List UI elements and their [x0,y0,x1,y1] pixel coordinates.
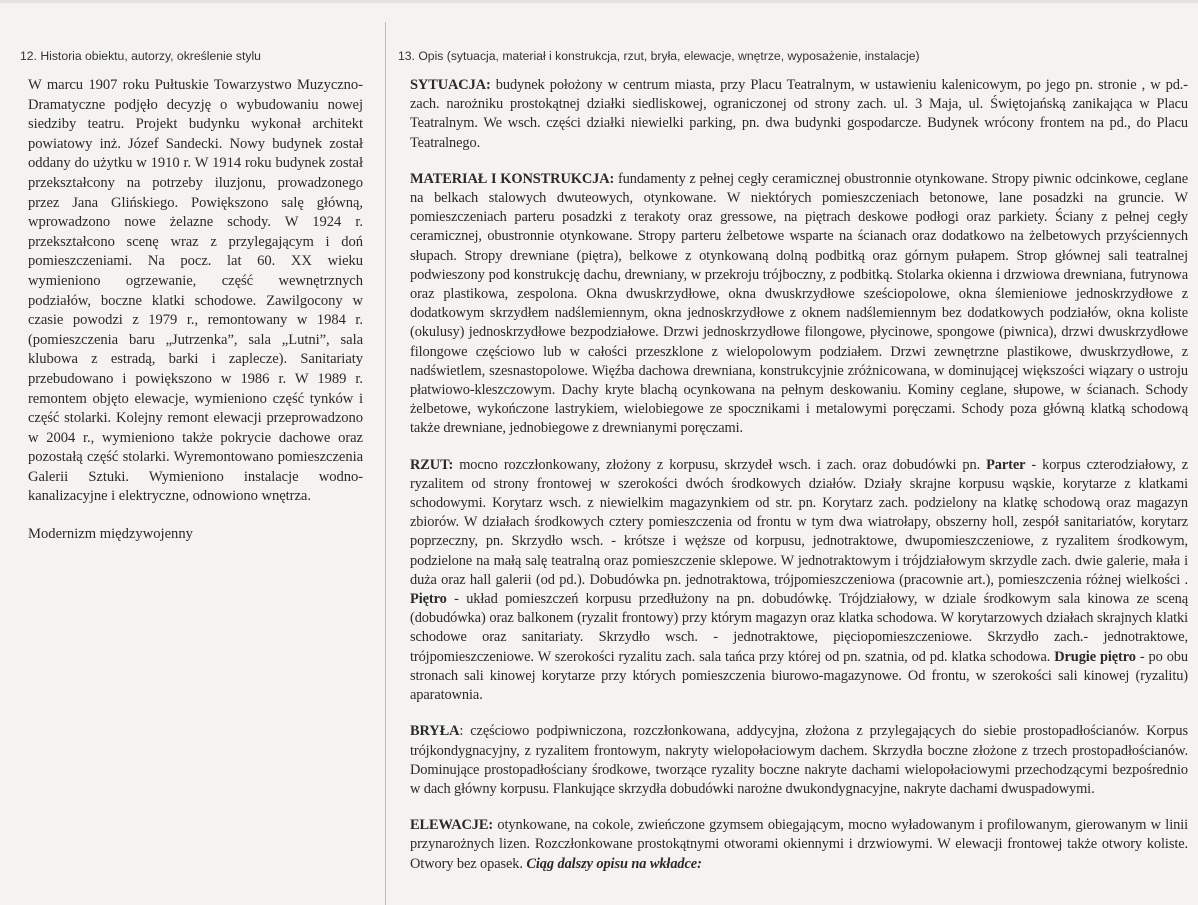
history-column [20,48,363,544]
rzut-text-1: mocno rozczłonkowany, złożony z korpusu, skrzydeł wsch. i zach. oraz dobudówki pn. [453,456,987,473]
continuation-note: Ciąg dalszy opisu na wkładce: [526,855,702,872]
description-column [398,48,1188,891]
rzut-paragraph [410,456,1188,706]
bryla-text: : częściowo podpiwniczona, rozczłonkowana, addycyjna, złożona z przylegających do siebie prostopadłościanów. Korpus trójkondygnacyjny, z ryzalitem frontowym, nakryty wielopołaciowym dachem. Skrzydła boczne złożone z trzech prostopadłościanów. Dominujące prostopadłościany środkowe, tworzące ryzality boczne nakryte dachami wielopołaciowymi przechodzącymi bezpośrednio w dach główny korpusu. Flankujące skrzydła dobudówki narożne dwukondygnacyjne, nakryte dachami dwuspadowymi. [410,723,1188,797]
elewacje-text: otynkowane, na cokole, zwieńczone gzymsem obiegającym, mocno wyładowanym i profilowanym, gierowanym w linii przynarożnych lizen. Rozczłonkowane prostokątnymi otworami okiennymi i drzwiowymi. W elewacji frontowej także otwory koliste. Otwory bez opasek. [410,817,1188,872]
history-heading: 12. Historia obiektu, autorzy, określenie stylu [20,49,261,63]
sytuacja-paragraph [410,76,1188,153]
rzut-text-3: - układ pomieszczeń korpusu przedłużony na pn. dobudówkę. Trójdziałowy, w dziale środkowym sala kinowa ze sceną (dobudówka) oraz balkonem (ryzalit frontowy) przy którym magazyn oraz klatka schodowa. W korytarzowych działach skrajnych klatki schodowe oraz sanitariaty. Skrzydło wsch. - jednotraktowe, pięciopomieszczeniowe. Skrzydło zach.- jednotraktowe, trójpomieszczeniowe. W szerokości ryzalitu zach. sala tańca przy której od pn. szatnia, od pd. klatka schodowa. [410,591,1188,665]
sytuacja-text: budynek położony w centrum miasta, przy Placu Teatralnym, w ustawieniu kalenicowym, po jego pn. stronie , w pd.-zach. narożniku prostokątnej działki siedliskowej, ograniczonej od strony zach. ul. 3 Maja, ul. Świętojańską zanikająca w Placu Teatralnym. We wsch. części działki niewielki parking, pn. dwa budynki gospodarcze. Budynek wrócony frontem na pd., do Placu Teatralnego. [410,77,1188,151]
bryla-label: BRYŁA [410,723,460,740]
description-heading: 13. Opis (sytuacja, materiał i konstrukcja, rzut, bryła, elewacje, wnętrze, wyposażenie, instalacje) [398,49,920,63]
history-text: W marcu 1907 roku Pułtuskie Towarzystwo Muzyczno-Dramatyczne podjęło decyzję o wybudowaniu nowej siedziby teatru. Projekt budynku wykonał architekt powiatowy inż. Józef Sandecki. Nowy budynek został oddany do użytku w 1910 r. W 1914 roku budynek został przekształcony na potrzeby iluzjonu, prowadzonego przez Jana Glińskiego. Powiększono salę główną, wprowadzono nowe żelazne schody. W 1924 r. przekształcono scenę wraz z przylegającym i doń pomieszczeniami. Na pocz. lat 60. XX wieku wymieniono ogrzewanie, część wewnętrznych podziałów, boczne klatki schodowe. Zawilgocony w czasie powodzi z 1979 r., remontowany w 1984 r. (pomieszczenia baru „Jutrzenka”, sala „Lutni”, sala klubowa z estradą, barki i zaplecze). Sanitariaty przebudowano i powiększono w 1986 r. W 1989 r. remontem objęto elewacje, wymieniono część tynków i część stolarki. Kolejny remont elewacji przeprowadzono w 2004 r., wymieniono także pokrycie dachowe oraz pozostałą część stolarki. Wyremontowano pomieszczenia Galerii Sztuki. Wymieniono instalacje wodno-kanalizacyjne i elektryczne, odnowiono wnętrza. [28,77,363,505]
elewacje-paragraph [410,816,1188,874]
scan-top-edge [0,0,1198,3]
rzut-text-4: - po obu stronach sali kinowej korytarze przy których pomieszczenia biurowo-magazynowe. Od frontu, w szerokości sali kinowej (ryzalitu) aparatownia. [410,648,1188,704]
elewacje-label: ELEWACJE: [410,817,494,834]
rzut-pietro-label: Piętro [410,591,447,608]
sytuacja-label: SYTUACJA: [410,77,491,93]
rzut-parter-label: Parter [986,456,1026,473]
bryla-paragraph [410,722,1188,799]
column-divider [385,22,386,905]
style-label: Modernizm międzywojenny [28,526,193,543]
rzut-label: RZUT: [410,456,454,473]
rzut-drugie-pietro-label: Drugie piętro [1054,648,1136,665]
rzut-text-2: - korpus czterodziałowy, z ryzalitem od strony frontowej w szerokości dwóch środkowych działów. Działy skrajne korpusu wąskie, korytarze z klatkami schodowymi. Korytarz wsch. z niewielkim magazynkiem od str. pn. Korytarz zach. podzielony na klatkę schodową oraz magazyn zbiorów. W działach środkowych cztery pomieszczenia od frontu w tym dwa wiatrołapy, obszerny holl, zespół sanitariatów, korytarz poprzeczny, pn. Skrzydło wsch. - krótsze i węższe od korpusu, jednotraktowe, dwupomieszczeniowe, z ryzalitem środkowym, podzielone na małą salę teatralną oraz pomieszczenie sklepowe. W jednotraktowym i trójdziałowym skrzydle zach. dwie galerie, mała i duża oraz hall galerii (od pd.). Dobudówka pn. jednotraktowa, trójpomieszczeniowa (pracownie art.), pomieszczenia różnej wielkości . [410,456,1188,588]
material-text: fundamenty z pełnej cegły ceramicznej obustronnie otynkowane. Stropy piwnic odcinkowe, ceglane na belkach stalowych dwuteowych, otynkowane. W niektórych pomieszczeniach betonowe, lane posadzki na gruncie. W pomieszczeniach parteru posadzki z terakoty oraz gressowe, na piętrach deskowe podłogi oraz parkiety. Ściany z pełnej cegły ceramicznej, obustronnie otynkowane. Stropy parteru żelbetowe wsparte na ścianach oraz dodatkowo na żelbetowych przyściennych słupach. Stropy drewniane (piętra), belkowe z otynkowaną dolną podbitką oraz górnym pułapem. Strop głównej sali teatralnej podwieszony pod konstrukcję dachu, drewniany, w przekroju trójboczny, z podbitką. Stolarka okienna i drzwiowa drewniana, futrynowa oraz plastikowa, zespolona. Okna dwuskrzydłowe, okna dwuskrzydłowe sześciopolowe, okna ślemieniowe jednoskrzydłowe z dodatkowym skrzydłem nadślemiennym, okna jednoskrzydłowe z oknem nadślemiennym bez dodatkowych podziałów, okna koliste (okulusy) jednoskrzydłowe bezpodziałowe. Drzwi jednoskrzydłowe filongowe, płycinowe, spongowe (piwnica), drzwi dwuskrzydłowe filongowe częściowo lub w całości przeszklone z wielopolowym podziałem. Drzwi zewnętrzne plastikowe, dwuskrzydłowe, z nadświetlem, szesnastopolowe. Więźba dachowa drewniana, konstrukcyjnie zróżnicowana, w dominującej większości wiązary o ustroju płatwiowo-kleszczowym. Dachy kryte blachą ocynkowana na pełnym deskowaniu. Kominy ceglane, słupowe, w ścianach. Schody żelbetowe, wykończone lastrykiem, wielobiegowe ze spocznikami i metalowymi poręczami. Schody poza główną klatką schodową także drewniane, jednobiegowe z drewnianymi poręczami. [410,170,1188,437]
material-label: MATERIAŁ I KONSTRUKCJA: [410,170,615,187]
material-paragraph [410,170,1188,439]
